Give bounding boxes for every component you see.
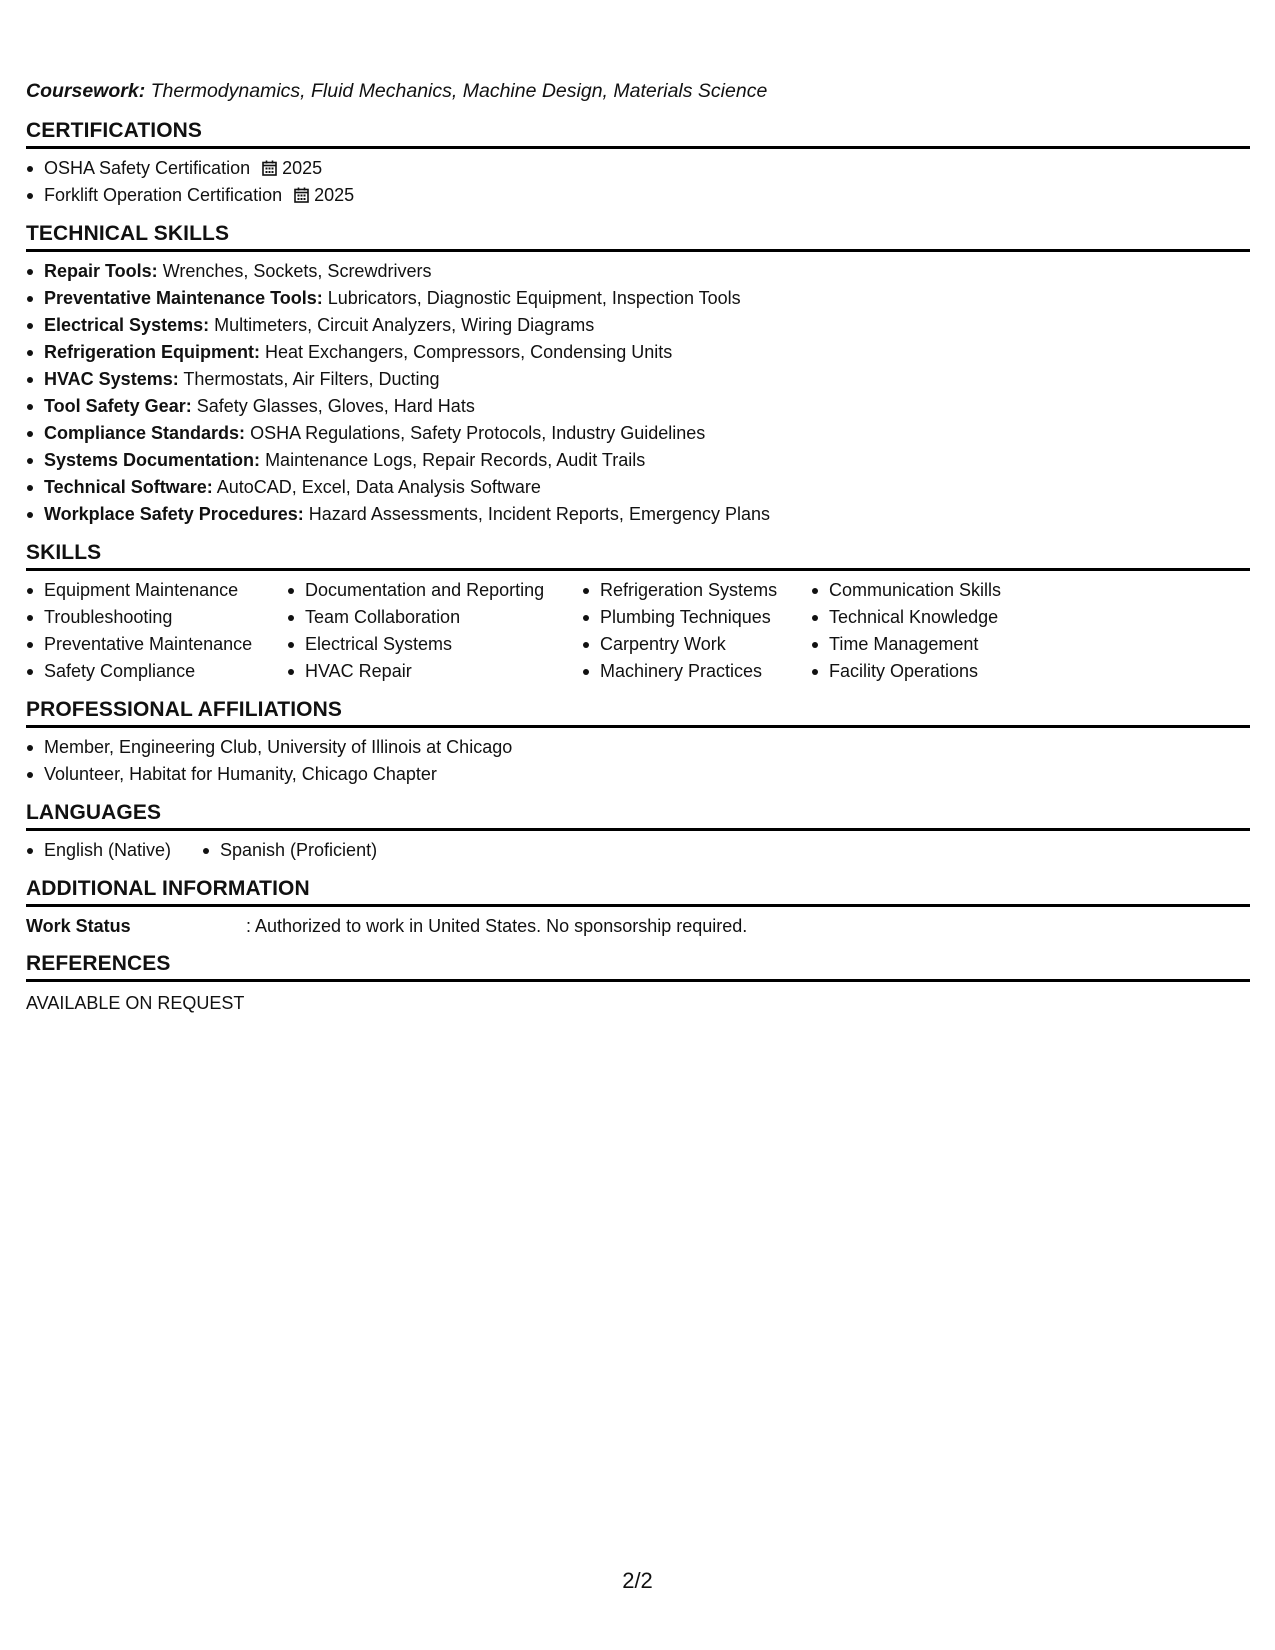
- work-status-value: : Authorized to work in United States. No sponsorship required.: [246, 916, 748, 936]
- technical-skill-label: Tool Safety Gear:: [44, 396, 192, 416]
- technical-skill-label: Electrical Systems:: [44, 315, 210, 335]
- languages-heading: LANGUAGES: [26, 800, 1250, 831]
- technical-skills-section: [26, 221, 1250, 528]
- technical-skill-label: HVAC Systems:: [44, 369, 179, 389]
- work-status-label: Work Status: [26, 916, 131, 936]
- technical-skill-label: Preventative Maintenance Tools:: [44, 288, 323, 308]
- technical-skills-heading: TECHNICAL SKILLS: [26, 221, 1250, 252]
- certification-year: 2025: [282, 158, 323, 178]
- skills-column: [582, 577, 811, 685]
- page-number: 2/2: [622, 1568, 653, 1593]
- technical-skill-label: Systems Documentation:: [44, 450, 261, 470]
- languages-list: [26, 837, 202, 864]
- technical-skill-value: Multimeters, Circuit Analyzers, Wiring Diagrams: [214, 315, 595, 335]
- coursework-text: Thermodynamics, Fluid Mechanics, Machine Design, Materials Science: [150, 80, 768, 102]
- skill-item: Preventative Maintenance: [26, 631, 287, 658]
- skill-item: Facility Operations: [811, 658, 1071, 685]
- technical-skill-item: [26, 501, 1250, 528]
- skills-column: [287, 577, 582, 685]
- skill-item: Plumbing Techniques: [582, 604, 811, 631]
- technical-skill-label: Repair Tools:: [44, 261, 158, 281]
- skill-item: Communication Skills: [811, 577, 1071, 604]
- coursework-label: Coursework:: [26, 80, 146, 102]
- skill-item: Team Collaboration: [287, 604, 582, 631]
- technical-skill-item: [26, 339, 1250, 366]
- skill-item: Time Management: [811, 631, 1071, 658]
- technical-skill-value: Hazard Assessments, Incident Reports, Emergency Plans: [308, 504, 771, 524]
- technical-skill-item: [26, 420, 1250, 447]
- additional-info-heading: ADDITIONAL INFORMATION: [26, 876, 1250, 907]
- languages-list: [202, 837, 377, 864]
- affiliations-list: [26, 734, 1250, 788]
- technical-skill-item: [26, 474, 1250, 501]
- technical-skill-label: Refrigeration Equipment:: [44, 342, 261, 362]
- language-item: English (Native): [26, 837, 202, 864]
- skill-item: Electrical Systems: [287, 631, 582, 658]
- skills-column: [26, 577, 287, 685]
- skill-item: Carpentry Work: [582, 631, 811, 658]
- skills-column: [811, 577, 1071, 685]
- skill-item: Safety Compliance: [26, 658, 287, 685]
- certification-name: OSHA Safety Certification: [44, 158, 251, 178]
- technical-skill-value: Thermostats, Air Filters, Ducting: [183, 369, 440, 389]
- skills-section: [26, 540, 1250, 685]
- references-section: [26, 951, 1250, 1016]
- technical-skill-label: Workplace Safety Procedures:: [44, 504, 304, 524]
- technical-skill-value: Safety Glasses, Gloves, Hard Hats: [196, 396, 475, 416]
- certification-item: [26, 155, 1250, 182]
- technical-skill-value: Heat Exchangers, Compressors, Condensing Units: [265, 342, 673, 362]
- certification-item: [26, 182, 1250, 209]
- technical-skill-label: Compliance Standards:: [44, 423, 246, 443]
- references-heading: REFERENCES: [26, 951, 1250, 982]
- coursework-line: [26, 76, 1250, 106]
- affiliation-item: Member, Engineering Club, University of Illinois at Chicago: [26, 734, 1250, 761]
- technical-skill-value: Wrenches, Sockets, Screwdrivers: [162, 261, 432, 281]
- skill-item: Refrigeration Systems: [582, 577, 811, 604]
- work-status-row: [26, 913, 1250, 939]
- technical-skill-value: Maintenance Logs, Repair Records, Audit Trails: [265, 450, 646, 470]
- affiliations-section: [26, 697, 1250, 788]
- technical-skill-value: OSHA Regulations, Safety Protocols, Industry Guidelines: [250, 423, 706, 443]
- calendar-icon: [262, 160, 277, 176]
- skill-item: Documentation and Reporting: [287, 577, 582, 604]
- languages-row: [26, 837, 1250, 864]
- technical-skill-value: Lubricators, Diagnostic Equipment, Inspection Tools: [327, 288, 741, 308]
- technical-skill-item: [26, 447, 1250, 474]
- certification-name: Forklift Operation Certification: [44, 185, 283, 205]
- technical-skill-item: [26, 285, 1250, 312]
- additional-info-section: [26, 876, 1250, 939]
- skill-item: Technical Knowledge: [811, 604, 1071, 631]
- resume-content: [26, 76, 1250, 1016]
- certification-year: 2025: [314, 185, 355, 205]
- technical-skill-item: [26, 366, 1250, 393]
- technical-skills-list: [26, 258, 1250, 528]
- affiliation-item: Volunteer, Habitat for Humanity, Chicago Chapter: [26, 761, 1250, 788]
- certifications-list: [26, 155, 1250, 209]
- technical-skill-item: [26, 393, 1250, 420]
- certifications-heading: CERTIFICATIONS: [26, 118, 1250, 149]
- technical-skill-value: AutoCAD, Excel, Data Analysis Software: [216, 477, 541, 497]
- language-item: Spanish (Proficient): [202, 837, 377, 864]
- calendar-icon: [294, 187, 309, 203]
- languages-section: [26, 800, 1250, 864]
- skills-heading: SKILLS: [26, 540, 1250, 571]
- references-text: AVAILABLE ON REQUEST: [26, 993, 245, 1013]
- skills-grid: [26, 577, 1250, 685]
- skill-item: Machinery Practices: [582, 658, 811, 685]
- skill-item: Equipment Maintenance: [26, 577, 287, 604]
- technical-skill-label: Technical Software:: [44, 477, 213, 497]
- skill-item: HVAC Repair: [287, 658, 582, 685]
- certifications-section: [26, 118, 1250, 209]
- technical-skill-item: [26, 258, 1250, 285]
- technical-skill-item: [26, 312, 1250, 339]
- skill-item: Troubleshooting: [26, 604, 287, 631]
- affiliations-heading: PROFESSIONAL AFFILIATIONS: [26, 697, 1250, 728]
